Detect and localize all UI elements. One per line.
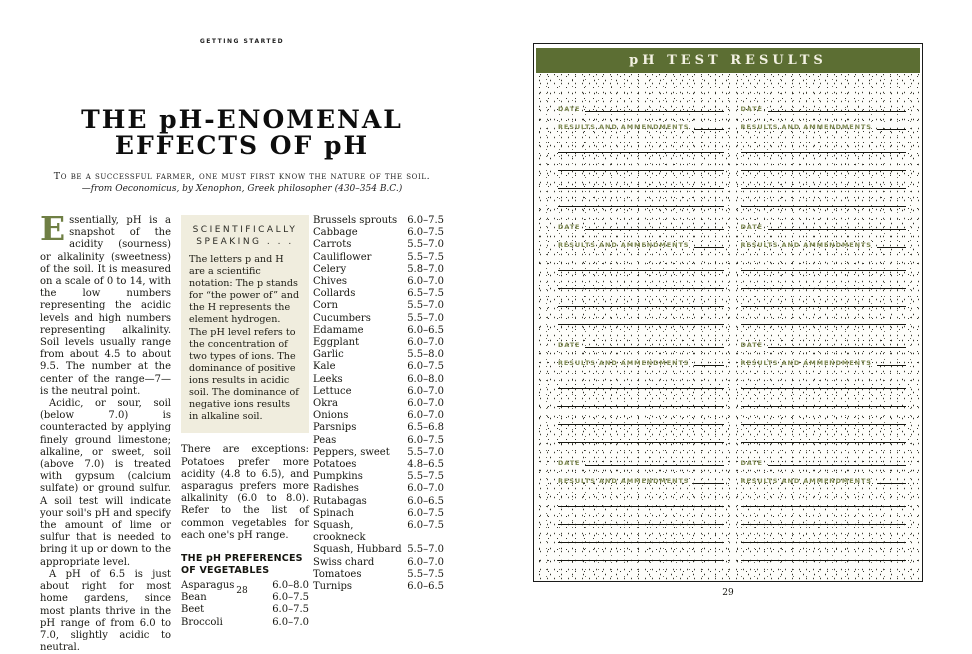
vegetable-row (313, 337, 444, 349)
form-section (741, 214, 907, 325)
vegetable-row (313, 276, 444, 288)
date-field (558, 332, 724, 350)
vegetable-name: Spinach (313, 507, 354, 519)
vegetable-row (313, 569, 444, 581)
vegetable-ph-range: 5.8–7.0 (407, 263, 444, 275)
date-label: DATE (558, 105, 581, 113)
vegetable-row (313, 557, 444, 569)
vegetable-name: Peas (313, 434, 337, 446)
blank-writing-line (558, 543, 724, 561)
vegetable-name: Pumpkins (313, 471, 363, 483)
vegetable-name: Broccoli (181, 616, 223, 628)
vegetable-name: Leeks (313, 373, 343, 385)
vegetable-row (313, 508, 444, 520)
vegetable-ph-range: 6.0–7.0 (407, 385, 444, 397)
vegetable-row (313, 520, 444, 544)
drop-cap: E (40, 209, 66, 248)
blank-writing-line (741, 489, 907, 507)
results-label: RESULTS AND AMMENDMENTS (558, 477, 690, 485)
vegetable-row (313, 325, 444, 337)
vegetable-ph-range: 6.0–7.5 (407, 507, 444, 519)
blank-writing-line (558, 135, 724, 153)
blank-writing-line (741, 171, 907, 189)
vegetable-ph-range: 6.0–7.0 (407, 556, 444, 568)
date-writing-line (768, 465, 906, 466)
blank-writing-line (558, 153, 724, 171)
vegetable-ph-range: 6.0–7.5 (272, 604, 309, 616)
form-section (558, 332, 724, 443)
vegetable-name: Eggplant (313, 337, 360, 349)
vegetable-name: Lettuce (313, 385, 352, 397)
results-writing-line (877, 129, 906, 130)
vegetable-name: Swiss chard (313, 556, 375, 568)
vegetable-ph-range: 6.0–7.0 (407, 276, 444, 288)
results-banner-title: pH TEST RESULTS (629, 53, 827, 68)
vegetable-name: Corn (313, 300, 338, 312)
date-writing-line (768, 229, 906, 230)
date-writing-line (768, 111, 906, 112)
results-label: RESULTS AND AMMENDMENTS (558, 241, 690, 249)
epigraph-attribution: —from Oeconomicus, by Xenophon, Greek philosopher (430–354 B.C.) (81, 184, 403, 194)
vegetable-ph-range: 5.5–7.0 (407, 446, 444, 458)
vegetable-ph-range: 5.5–8.0 (407, 349, 444, 361)
body-paragraph-2: Acidic, or sour, soil (below 7.0) is counteracted by applying finely ground limestone; alkaline, or sweet, soil (above 7.0) is treated with gypsum (calcium sulfate) or ground sulfur. A soil test will indicate your soil's pH and specify the amount of lime or sulfur that is needed to bring it up or down to the appropriate level. (40, 398, 171, 568)
body-paragraph-3: A pH of 6.5 is just about right for most home gardens, since most plants thrive in the pH range of from 6.0 to 7.0, slightly acidic to neutral. (40, 568, 171, 654)
date-writing-line (585, 229, 723, 230)
results-writing-line (694, 365, 723, 366)
results-writing-line (877, 483, 906, 484)
date-label: DATE (740, 105, 763, 113)
blank-writing-line (558, 289, 724, 307)
vegetable-ph-range: 5.5–7.5 (407, 251, 444, 263)
date-label: DATE (740, 341, 763, 349)
results-field (558, 114, 724, 132)
results-form-area (534, 74, 922, 581)
date-field (558, 214, 724, 232)
blank-writing-line (741, 253, 907, 271)
results-label: RESULTS AND AMMENDMENTS (740, 477, 872, 485)
vegetable-row (313, 288, 444, 300)
vegetable-ph-range: 6.0–7.5 (407, 215, 444, 226)
vegetable-row (313, 471, 444, 483)
vegetable-name: Potatoes (313, 459, 357, 471)
vegetable-ph-range: 6.0–8.0 (407, 373, 444, 385)
vegetable-ph-range: 6.5–7.5 (407, 288, 444, 300)
form-section (741, 450, 907, 561)
vegetable-row (181, 617, 309, 629)
blank-writing-line (741, 525, 907, 543)
blank-writing-line (558, 525, 724, 543)
vegetable-row (313, 496, 444, 508)
vegetable-ph-range: 6.0–7.5 (407, 520, 444, 532)
running-head: GETTING STARTED (199, 38, 285, 45)
vegetable-list-second (313, 215, 444, 593)
vegetable-name: Cucumbers (313, 312, 371, 324)
vegetable-row (313, 215, 444, 227)
results-label: RESULTS AND AMMENDMENTS (740, 359, 872, 367)
vegetable-name: Collards (313, 288, 356, 300)
vegetable-name: Cauliflower (313, 251, 372, 263)
blank-writing-line (558, 253, 724, 271)
page-title (40, 107, 444, 159)
blank-writing-line (558, 371, 724, 389)
vegetable-name: Squash, crookneck (313, 520, 366, 544)
blank-writing-line (741, 389, 907, 407)
exceptions-paragraph: There are exceptions: Potatoes prefer more acidity (4.8 to 6.5), and asparagus prefers more alkalinity (6.0 to 8.0). Refer to the list of common vegetables for each one's pH range. (181, 444, 309, 541)
vegetable-row (313, 300, 444, 312)
vegetable-row (313, 374, 444, 386)
vegetable-ph-range: 6.0–6.5 (407, 581, 444, 593)
blank-writing-line (558, 425, 724, 443)
vegetable-ph-range: 6.0–8.0 (272, 579, 309, 591)
vegetable-name: Tomatoes (313, 568, 362, 580)
results-writing-line (877, 247, 906, 248)
epigraph: To be a successful farmer, one must first know the nature of the soil. (53, 171, 431, 182)
page-title-line2: EFFECTS OF pH (114, 131, 370, 160)
vegetable-row (313, 361, 444, 373)
form-section (558, 450, 724, 561)
blank-writing-line (741, 153, 907, 171)
date-field (558, 450, 724, 468)
vegetable-name: Onions (313, 410, 349, 422)
vegetable-row (313, 386, 444, 398)
vegetable-ph-range: 6.0–7.0 (407, 483, 444, 495)
sidebar-heading: SCIENTIFICALLY SPEAKING . . . (192, 225, 298, 247)
blank-writing-line (558, 189, 724, 207)
blank-writing-line (558, 271, 724, 289)
vegetable-row (313, 349, 444, 361)
form-section (741, 96, 907, 207)
date-label: DATE (558, 341, 581, 349)
blank-writing-line (741, 271, 907, 289)
sidebar-text: The letters p and H are a scientific notation: The p stands for “the power of” and the H represents the element hydrogen. The pH level refers to the concentration of two types of ions. The dominance of positive ions results in acidic soil. The dominance of negative ions results in alkaline soil. (189, 254, 300, 423)
vegetable-name: Garlic (313, 349, 344, 361)
left-page (40, 38, 444, 654)
vegetable-ph-range: 6.0–7.0 (407, 337, 444, 349)
blank-writing-line (741, 189, 907, 207)
form-column-left (558, 96, 724, 581)
vegetable-row (181, 604, 309, 616)
vegetable-ph-range: 6.0–7.0 (407, 398, 444, 410)
vegetable-row (313, 447, 444, 459)
results-label: RESULTS AND AMMENDMENTS (558, 123, 690, 131)
results-field (741, 468, 907, 486)
vegetable-row (313, 544, 444, 556)
blank-writing-line (741, 371, 907, 389)
page-number-left: 28 (236, 586, 248, 596)
date-writing-line (585, 347, 723, 348)
vegetable-name: Rutabagas (313, 495, 367, 507)
vegetable-ph-range: 6.0–6.5 (407, 495, 444, 507)
vegetable-row (313, 410, 444, 422)
vegetable-ph-range: 5.5–7.0 (407, 312, 444, 324)
vegetable-row (313, 264, 444, 276)
date-label: DATE (740, 459, 763, 467)
vegetable-ph-range: 5.5–7.0 (407, 300, 444, 312)
blank-writing-line (558, 507, 724, 525)
vegetable-name: Okra (313, 398, 338, 410)
blank-writing-line (558, 389, 724, 407)
vegetable-name: Celery (313, 263, 347, 275)
vegetable-name: Chives (313, 276, 347, 288)
vegetable-ph-range: 6.5–6.8 (407, 422, 444, 434)
vegetable-name: Squash, Hubbard (313, 544, 402, 556)
results-label: RESULTS AND AMMENDMENTS (558, 359, 690, 367)
date-field (741, 450, 907, 468)
vegetable-name: Bean (181, 592, 207, 604)
vegetable-name: Beet (181, 604, 205, 616)
date-label: DATE (558, 459, 581, 467)
form-section (741, 332, 907, 443)
vegetable-row (313, 313, 444, 325)
vegetable-row (313, 483, 444, 495)
results-field (741, 232, 907, 250)
date-writing-line (585, 465, 723, 466)
results-writing-line (694, 129, 723, 130)
vegetable-name: Cabbage (313, 227, 358, 239)
right-page-results-box (533, 43, 923, 582)
form-section (558, 96, 724, 207)
vegetable-name: Edamame (313, 324, 364, 336)
blank-writing-line (558, 407, 724, 425)
scientifically-speaking-box (181, 215, 309, 433)
date-field (741, 214, 907, 232)
blank-writing-line (558, 307, 724, 325)
blank-writing-line (741, 135, 907, 153)
blank-writing-line (741, 307, 907, 325)
form-column-right (741, 96, 907, 581)
results-field (558, 468, 724, 486)
date-writing-line (585, 111, 723, 112)
vegetable-ph-range: 5.5–7.5 (407, 471, 444, 483)
blank-writing-line (741, 425, 907, 443)
vegetable-ph-range: 5.5–7.0 (407, 239, 444, 251)
results-writing-line (694, 483, 723, 484)
vegetable-ph-range: 6.0–7.5 (407, 227, 444, 239)
vegetable-ph-range: 5.5–7.0 (407, 544, 444, 556)
vegetable-ph-range: 4.8–6.5 (407, 459, 444, 471)
results-field (558, 350, 724, 368)
vegetable-name: Carrots (313, 239, 352, 251)
page-number-right: 29 (722, 588, 734, 598)
vegetable-name: Asparagus (181, 579, 235, 591)
vegetable-name: Brussels sprouts (313, 215, 398, 226)
blank-writing-line (741, 507, 907, 525)
results-label: RESULTS AND AMMENDMENTS (740, 241, 872, 249)
date-writing-line (768, 347, 906, 348)
results-field (558, 232, 724, 250)
vegetable-row (313, 239, 444, 251)
page-title-line1: THE pH-ENOMENAL (81, 105, 403, 134)
vegetable-name: Parsnips (313, 422, 357, 434)
vegetable-ph-range: 6.0–7.5 (272, 592, 309, 604)
results-label: RESULTS AND AMMENDMENTS (740, 123, 872, 131)
results-writing-line (694, 247, 723, 248)
results-field (741, 350, 907, 368)
blank-writing-line (558, 171, 724, 189)
form-section (558, 214, 724, 325)
vegetable-name: Kale (313, 361, 336, 373)
results-writing-line (877, 365, 906, 366)
vegetable-name: Peppers, sweet (313, 446, 390, 458)
vegetable-row (313, 435, 444, 447)
vegetable-row (313, 398, 444, 410)
date-label: DATE (740, 223, 763, 231)
vegetable-ph-range: 5.5–7.5 (407, 568, 444, 580)
blank-writing-line (741, 289, 907, 307)
vegetable-list-heading: THE pH PREFERENCES OF VEGETABLES (181, 552, 303, 576)
date-field (558, 96, 724, 114)
vegetable-ph-range: 6.0–7.0 (407, 410, 444, 422)
blank-writing-line (741, 543, 907, 561)
vegetable-ph-range: 6.0–7.5 (407, 361, 444, 373)
vegetable-row (313, 252, 444, 264)
vegetable-name: Turnips (313, 581, 353, 593)
date-field (741, 96, 907, 114)
vegetable-row (313, 227, 444, 239)
body-paragraph-1: Essentially, pH is a snapshot of the acidity (sourness) or alkalinity (sweetness) of the soil. It is measured on a scale of 0 to 14, with the low numbers representing the acidic levels and high numbers representing alkalinity. Soil levels usually range from about 4.5 to about 9.5. The number at the center of the range—7—is the neutral point. (40, 209, 171, 397)
vegetable-name: Radishes (313, 483, 359, 495)
blank-writing-line (741, 407, 907, 425)
vegetable-row (313, 459, 444, 471)
results-banner (536, 48, 920, 73)
vegetable-ph-range: 6.0–7.5 (407, 434, 444, 446)
vegetable-ph-range: 6.0–7.0 (272, 616, 309, 628)
blank-writing-line (558, 489, 724, 507)
vegetable-ph-range: 6.0–6.5 (407, 324, 444, 336)
date-label: DATE (558, 223, 581, 231)
results-field (741, 114, 907, 132)
vegetable-row (313, 422, 444, 434)
date-field (741, 332, 907, 350)
